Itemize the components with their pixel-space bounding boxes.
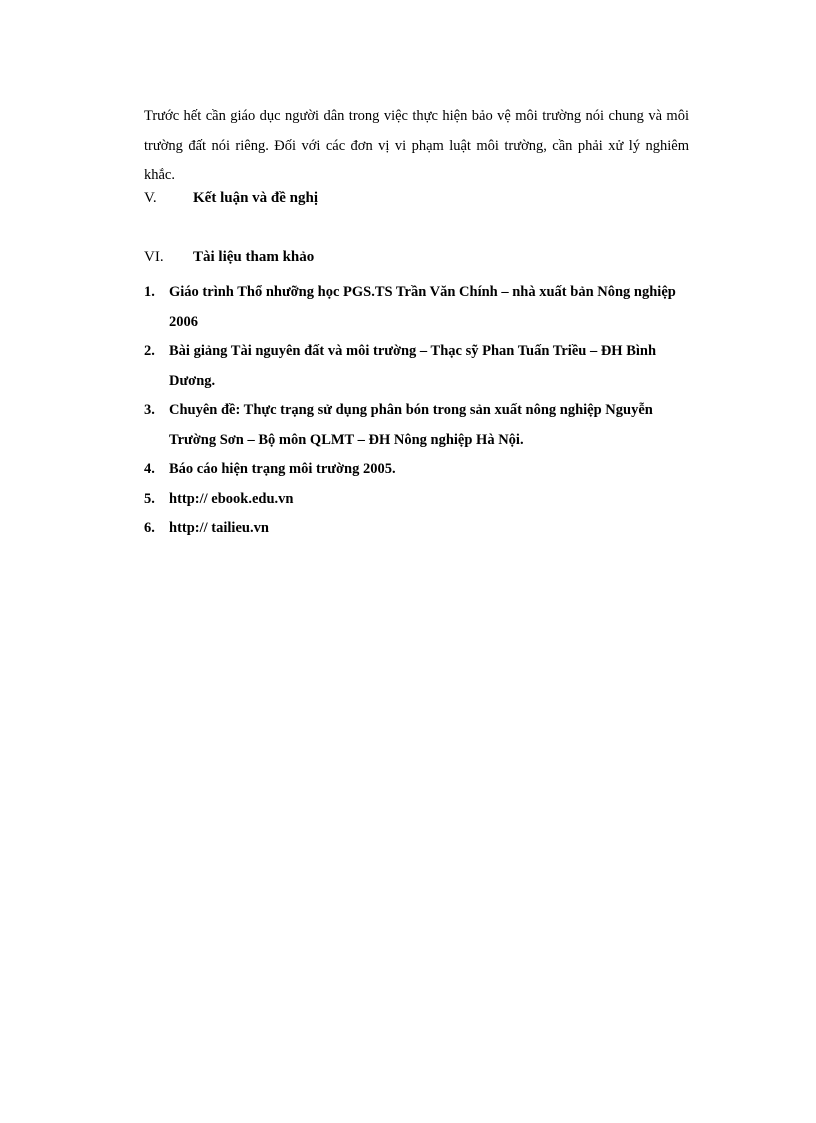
- reference-list: [144, 278, 689, 544]
- reference-text: Giáo trình Thổ nhưỡng học PGS.TS Trần Văn Chính – nhà xuất bản Nông nghiệp 2006: [169, 284, 676, 330]
- reference-item: [144, 455, 689, 485]
- section-title: Tài liệu tham khảo: [193, 249, 315, 265]
- section-number: V.: [144, 190, 157, 206]
- reference-text: Bài giảng Tài nguyên đất và môi trường – Thạc sỹ Phan Tuấn Triều – ĐH Bình Dương.: [169, 343, 657, 389]
- reference-number: 6.: [144, 520, 155, 536]
- reference-number: 3.: [144, 402, 155, 418]
- section-heading-conclusion: [144, 190, 318, 207]
- section-title: Kết luận và đề nghị: [193, 190, 319, 206]
- reference-text: Báo cáo hiện trạng môi trường 2005.: [169, 461, 396, 477]
- section-number: VI.: [144, 249, 164, 265]
- reference-item: [144, 485, 689, 515]
- reference-item: [144, 278, 689, 337]
- reference-item: [144, 514, 689, 544]
- section-heading-references: [144, 249, 314, 266]
- intro-paragraph: Trước hết cần giáo dục người dân trong việc thực hiện bảo vệ môi trường nói chung và môi trường đất nói riêng. Đối với các đơn vị vi phạm luật môi trường, cần phải xử lý nghiêm khắc.: [144, 108, 689, 183]
- reference-number: 4.: [144, 461, 155, 477]
- reference-text: http:// tailieu.vn: [169, 520, 269, 536]
- reference-number: 2.: [144, 343, 155, 359]
- reference-number: 5.: [144, 490, 155, 507]
- reference-item: [144, 396, 689, 455]
- reference-item: [144, 337, 689, 396]
- reference-text: Chuyên đề: Thực trạng sử dụng phân bón trong sản xuất nông nghiệp Nguyễn Trường Sơn – Bộ môn QLMT – ĐH Nông nghiệp Hà Nội.: [169, 402, 653, 448]
- reference-number: 1.: [144, 284, 155, 300]
- reference-text: http:// ebook.edu.vn: [169, 490, 294, 507]
